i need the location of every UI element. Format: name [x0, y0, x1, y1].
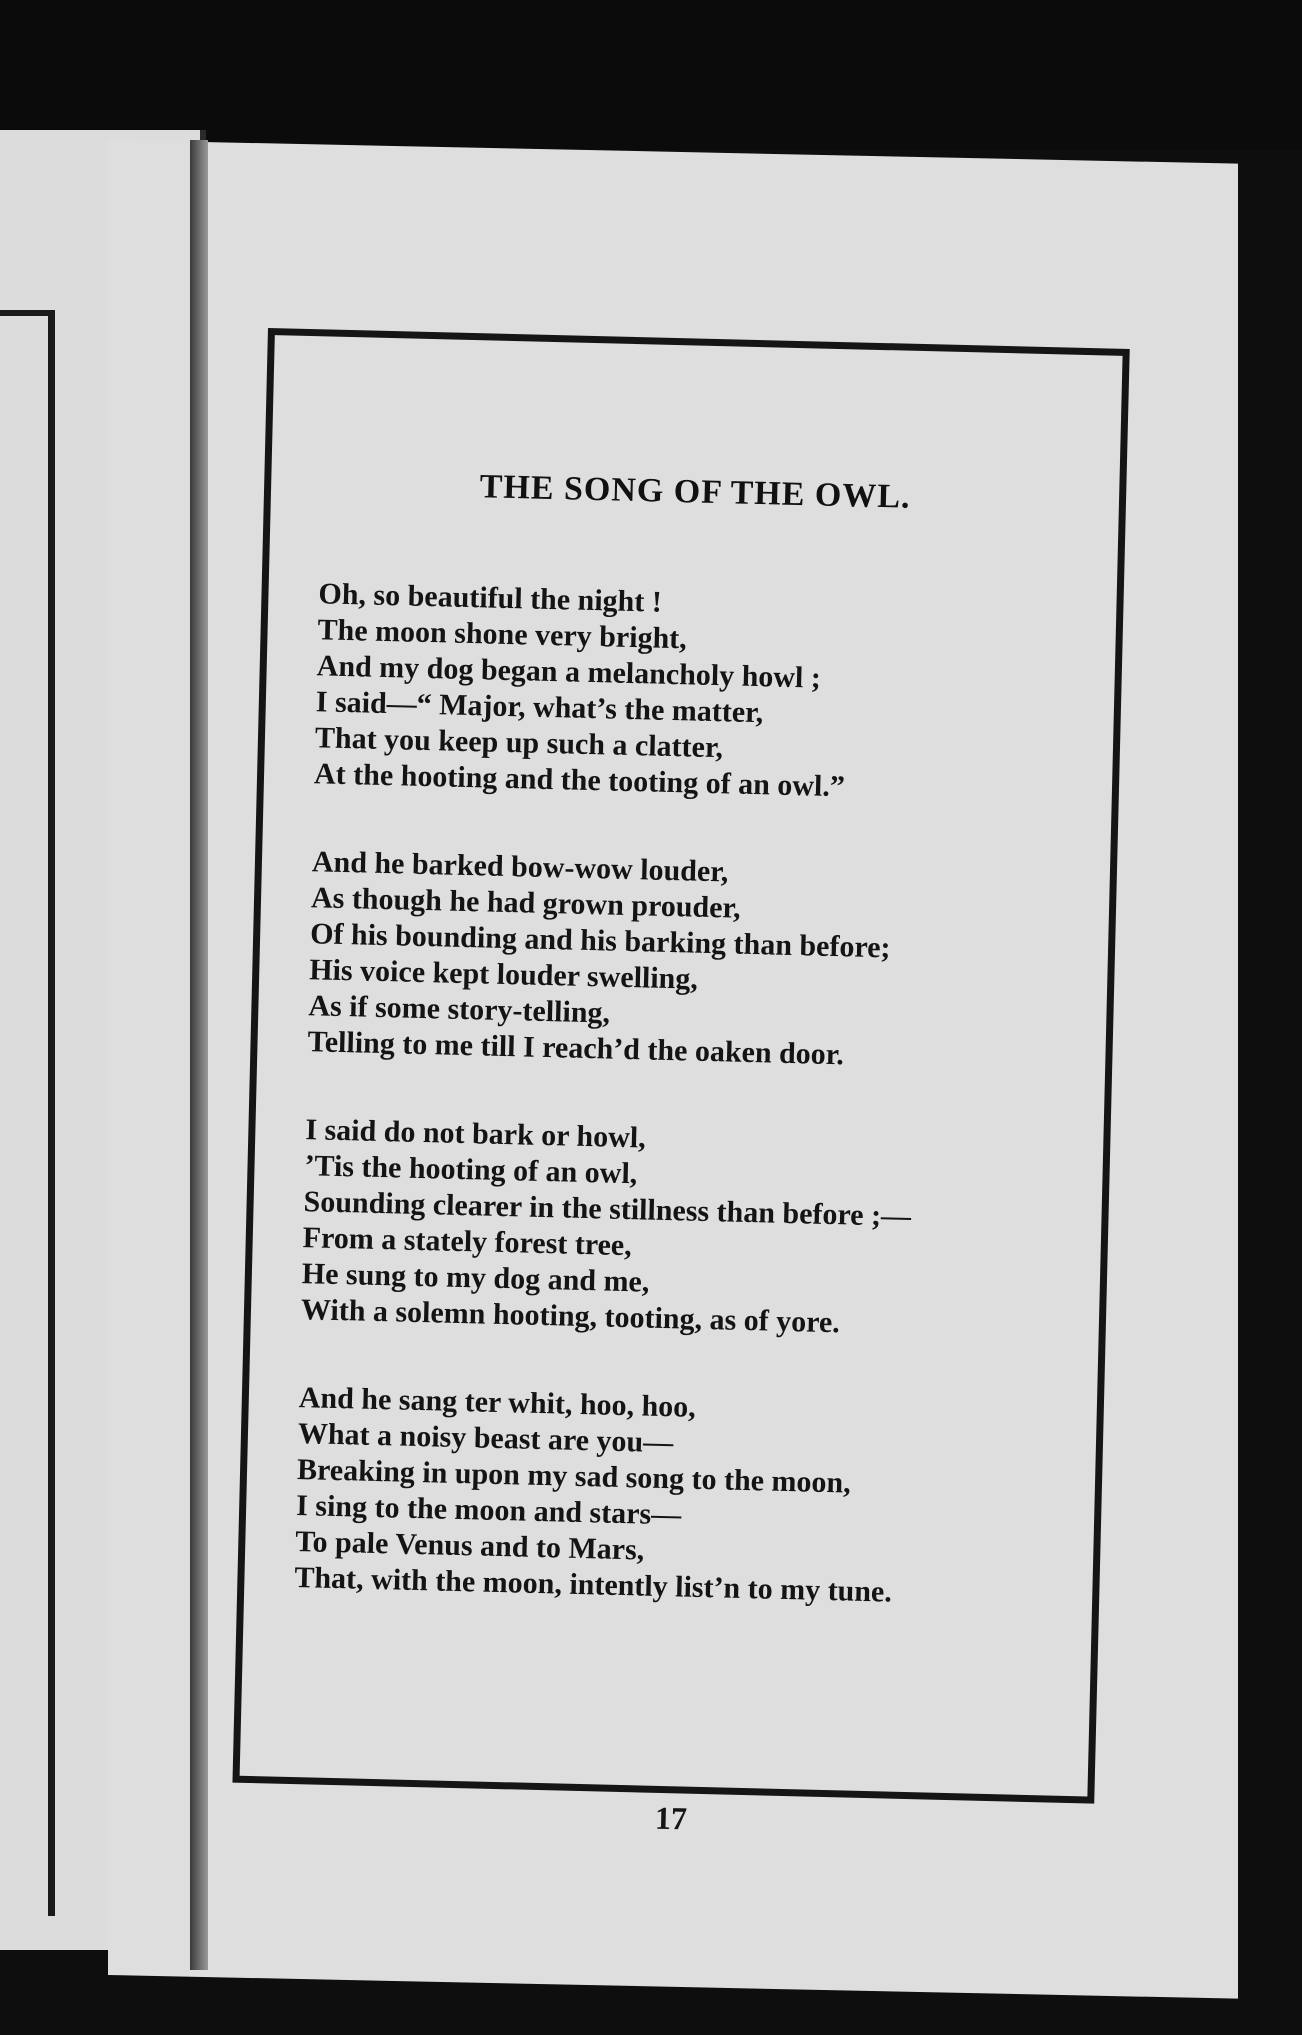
poem-line: I said—“ Major, what’s the matter,	[315, 685, 764, 730]
poem-line: That, with the moon, intently list’n to my tune.	[294, 1561, 893, 1609]
poem-line: And he barked bow-wow louder,	[311, 845, 729, 889]
poem-line: Sounding clearer in the stillness than before ;—	[303, 1185, 912, 1233]
poem-line: As though he had grown prouder,	[310, 881, 741, 925]
poem-line: At the hooting and the tooting of an owl.”	[313, 757, 846, 804]
poem-frame	[232, 328, 1129, 1804]
poem-content	[240, 335, 1123, 1796]
poem-line: He sung to my dog and me,	[301, 1257, 650, 1299]
poem-line: That you keep up such a clatter,	[314, 721, 724, 765]
poem-line: Telling to me till I reach’d the oaken door.	[307, 1025, 845, 1072]
poem-line: The moon shone very bright,	[317, 613, 688, 656]
poem-line: ’Tis the hooting of an owl,	[304, 1149, 638, 1191]
poem-line: I sing to the moon and stars—	[295, 1489, 682, 1532]
stanza-3	[301, 1112, 1086, 1347]
stanza-2	[307, 844, 1092, 1079]
page-number: 17	[654, 1799, 688, 1837]
poem-line: Of his bounding and his barking than before;	[309, 917, 891, 965]
poem-line: As if some story-telling,	[308, 989, 611, 1030]
poem-line: What a noisy beast are you—	[297, 1417, 674, 1460]
stanza-4	[294, 1380, 1079, 1615]
poem-line: And he sang ter whit, hoo, hoo,	[298, 1381, 697, 1424]
poem-line: His voice kept louder swelling,	[308, 953, 699, 996]
poem-line: To pale Venus and to Mars,	[294, 1525, 645, 1567]
book-spine	[190, 140, 208, 1970]
poem-line: I said do not bark or howl,	[305, 1113, 647, 1155]
poem-line: With a solemn hooting, tooting, as of yore.	[300, 1293, 841, 1340]
stanza-1	[314, 576, 1099, 811]
poem-title: THE SONG OF THE OWL.	[479, 468, 911, 516]
poem-line: Breaking in upon my sad song to the moon,	[296, 1453, 852, 1500]
scan-background	[0, 0, 1302, 150]
left-page-frame	[0, 310, 55, 1916]
poem-line: Oh, so beautiful the night !	[318, 577, 663, 619]
poem-line: And my dog began a melancholy howl ;	[316, 649, 822, 695]
poem-line: From a stately forest tree,	[302, 1221, 633, 1263]
